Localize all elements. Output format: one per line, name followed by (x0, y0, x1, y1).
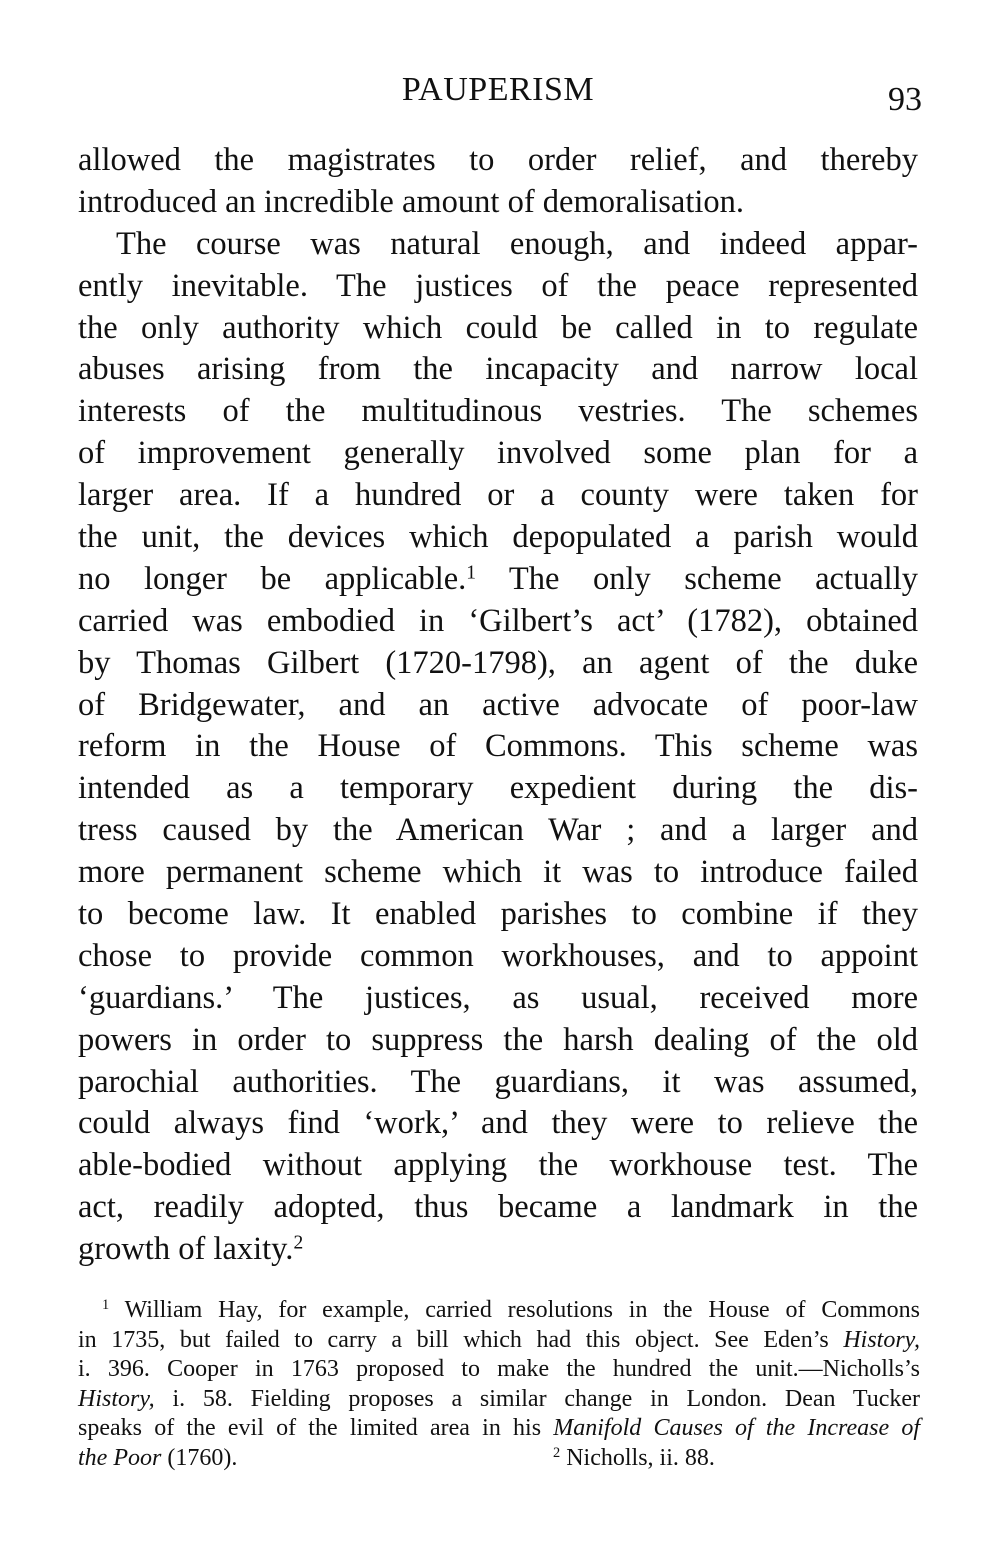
text-line: powers in order to suppress the harsh dealing of the old (78, 1021, 918, 1058)
footnote-2 (553, 1444, 715, 1474)
text-line: intended as a temporary expedient during the dis- (78, 770, 918, 807)
italic-title: History, (843, 1326, 920, 1353)
text-line: ently inevitable. The justices of the peace represented (78, 267, 918, 304)
text-segment: Nicholls, ii. 88. (560, 1444, 715, 1471)
text-line (78, 1229, 918, 1271)
footnote-1-line (78, 1326, 920, 1356)
italic-title: History, (78, 1385, 155, 1412)
text-line (78, 559, 918, 601)
running-head (78, 68, 922, 118)
text-line: interests of the multitudinous vestries. The schemes (78, 393, 918, 430)
italic-title: Manifold Causes of the Increase of (553, 1415, 920, 1441)
text-segment: The only scheme actually (476, 560, 918, 597)
text-line: the only authority which could be called in to regulate (78, 309, 918, 346)
text-line: of Bridgewater, and an active advocate of poor-law (78, 686, 918, 723)
text-segment: no longer be applicable. (78, 560, 467, 597)
text-line: could always find ‘work,’ and they were to relieve the (78, 1105, 918, 1142)
footnote-ref-2[interactable]: 2 (293, 1232, 304, 1254)
text-line: larger area. If a hundred or a county were taken for (78, 477, 918, 514)
text-line: The course was natural enough, and indeed appar- (116, 225, 918, 262)
text-segment: growth of laxity. (78, 1231, 294, 1268)
footnote-1-line (78, 1444, 920, 1474)
footnote-1-line: i. 396. Cooper in 1763 proposed to make the hundred the unit.—Nicholls’s (78, 1356, 920, 1382)
text-line: ‘guardians.’ The justices, as usual, received more (78, 979, 918, 1016)
text-line: allowed the magistrates to order relief, and thereby (78, 142, 918, 178)
text-line: act, readily adopted, thus became a landmark in the (78, 1189, 918, 1226)
footnote-1-line (78, 1296, 920, 1326)
text-line: carried was embodied in ‘Gilbert’s act’ (1782), obtained (78, 602, 918, 639)
text-line: able-bodied without applying the workhouse test. The (78, 1147, 918, 1184)
text-line: of improvement generally involved some plan for a (78, 435, 918, 472)
text-line: chose to provide common workhouses, and to appoint (78, 937, 918, 974)
footnote-marker-1: 1 (102, 1297, 110, 1314)
footnote-1-line (78, 1385, 920, 1415)
text-segment: William Hay, for example, carried resolutions in the House of Commons (124, 1297, 921, 1323)
text-line: reform in the House of Commons. This scheme was (78, 728, 918, 765)
text-segment: i. 58. Fielding proposes a similar change in London. Dean Tucker (154, 1385, 920, 1412)
footnote-1-line (78, 1414, 920, 1444)
text-segment: speaks of the evil of the limited area in his (78, 1415, 554, 1441)
text-line: to become law. It enabled parishes to combine if they (78, 896, 918, 933)
text-line: the unit, the devices which depopulated a parish would (78, 519, 918, 556)
text-line: introduced an incredible amount of demoralisation. (78, 183, 745, 220)
text-line: by Thomas Gilbert (1720-1798), an agent of the duke (78, 644, 918, 681)
running-title: PAUPERISM (401, 71, 595, 108)
text-line: tress caused by the American War ; and a larger and (78, 812, 918, 849)
italic-title: the Poor (78, 1444, 162, 1471)
footnote-ref-1[interactable]: 1 (466, 562, 477, 584)
page-number: 93 (888, 81, 922, 118)
footnote-marker-2: 2 (553, 1444, 561, 1461)
body-text (78, 140, 918, 1271)
footnotes (78, 1296, 920, 1473)
text-line: more permanent scheme which it was to introduce failed (78, 854, 918, 891)
text-segment: (1760). (161, 1444, 238, 1471)
text-line: abuses arising from the incapacity and narrow local (78, 351, 918, 388)
text-line: parochial authorities. The guardians, it was assumed, (78, 1063, 918, 1100)
text-segment: in 1735, but failed to carry a bill which had this object. See Eden’s (78, 1326, 844, 1353)
